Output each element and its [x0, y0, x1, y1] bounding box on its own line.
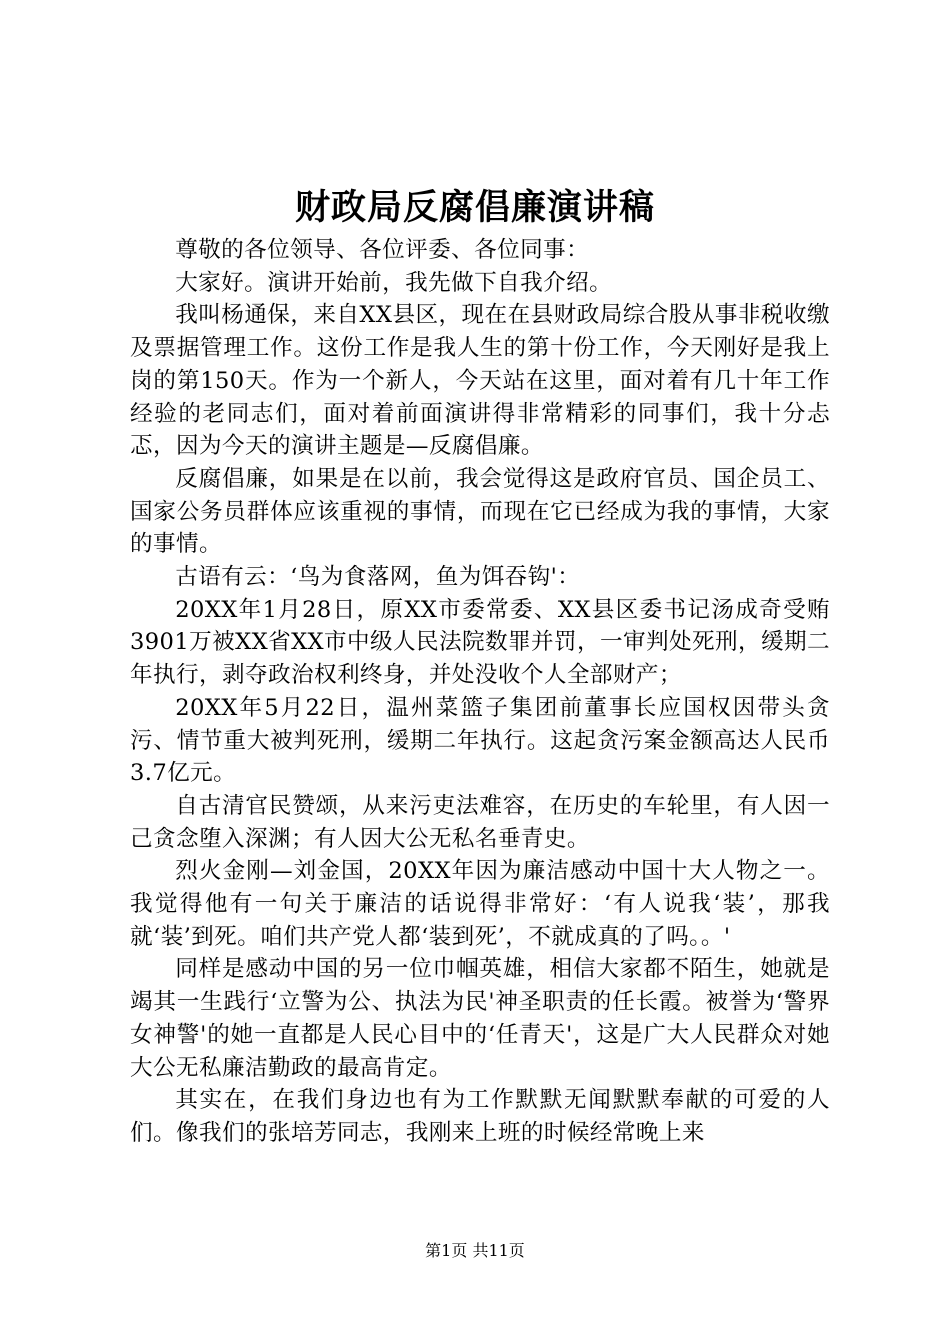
paragraph: 烈火金刚—刘金国，20XX年因为廉洁感动中国十大人物之一。我觉得他有一句关于廉洁的话说得非常好：‘有人说我‘装’，那我就‘装’到死。咱们共产党人都‘装到死’，不就成真的了吗。。': [130, 858, 830, 950]
paragraph: 古语有云：‘鸟为食落网，鱼为饵吞钩'：: [175, 564, 581, 591]
paragraph: 尊敬的各位领导、各位评委、各位同事：: [175, 237, 590, 263]
paragraph: 20XX年1月28日，原XX市委常委、XX县区委书记汤成奇受贿3901万被XX省XX市中级人民法院数罪并罚，一审判处死刑，缓期二年执行，剥夺政治权利终身，并处没收个人全部财产；: [130, 596, 830, 689]
paragraph: 我叫杨通保，来自XX县区，现在在县财政局综合股从事非税收缴及票据管理工作。这份工作是我人生的第十份工作，今天刚好是我上岗的第150天。作为一个新人，今天站在这里，面对着有几十年工作经验的老同志们，面对着前面演讲得非常精彩的同事们，我十分忐忑，因为今天的演讲主题是—反腐倡廉。: [130, 302, 830, 460]
paragraph: 其实在，在我们身边也有为工作默默无闻默默奉献的可爱的人们。像我们的张培芳同志，我刚来上班的时候经常晚上来: [130, 1087, 830, 1146]
paragraph: 反腐倡廉，如果是在以前，我会觉得这是政府官员、国企员工、国家公务员群体应该重视的事情，而现在它已经成为我的事情，大家的事情。: [130, 465, 830, 558]
document-title: 财政局反腐倡廉演讲稿: [294, 187, 655, 228]
paragraph: 同样是感动中国的另一位巾帼英雄，相信大家都不陌生，她就是竭其一生践行‘立警为公、执法为民'神圣职责的任长霞。被誉为‘警界女神警'的她一直都是人民心目中的‘任青天'，这是广大人民群众对她大公无私廉洁勤政的最高肯定。: [130, 956, 830, 1081]
paragraph: 大家好。演讲开始前，我先做下自我介绍。: [175, 269, 613, 296]
page-number-footer: 第1页 共11页: [425, 1241, 525, 1260]
paragraph: 20XX年5月22日，温州菜篮子集团前董事长应国权因带头贪污、情节重大被判死刑，缓期二年执行。这起贪污案金额高达人民币3.7亿元。: [130, 694, 830, 787]
paragraph: 自古清官民赞颂，从来污吏法难容，在历史的车轮里，有人因一己贪念堕入深渊；有人因大公无私名垂青史。: [130, 792, 830, 852]
document-body: [130, 234, 830, 1150]
